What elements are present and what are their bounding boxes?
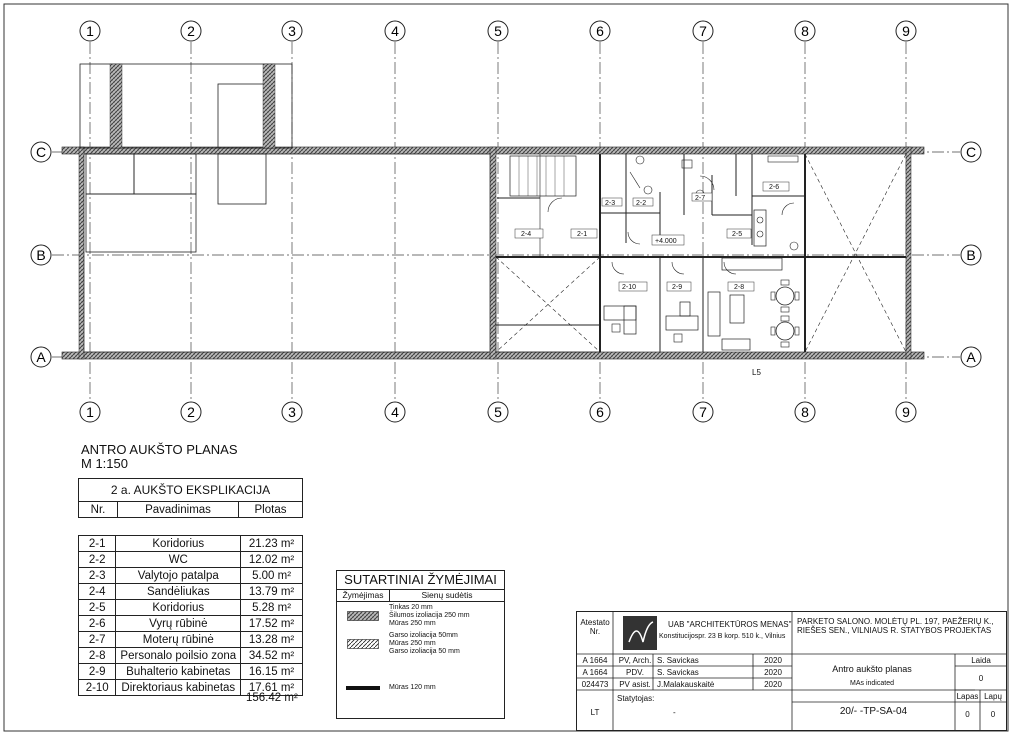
stamp-person-att: A 1664 [582,668,608,677]
company-logo [623,616,657,650]
explication-cell-area: 21.23 m² [241,536,303,552]
explication-rows-table [78,535,303,696]
stamp-atestato: Atestato Nr. [580,618,610,636]
stamp-lang: LT [590,708,600,717]
explication-cell-name: Sandėliukas [116,584,241,600]
stamp-project: PARKETO SALONO. MOLĖTŲ PL. 197, PAEŽERIŲ K., RIEŠES SEN., VILNIAUS R. STATYBOS PROJEKTAS [797,617,994,635]
axis-col-6-top: 6 [596,23,604,39]
stamp-person-role: PV asist. [619,680,651,689]
stamp-person-year: 2020 [764,668,782,677]
axis-col-3-bottom: 3 [288,404,296,420]
explication-cell-name: Direktoriaus kabinetas [116,680,241,696]
title-stamp [576,611,1007,731]
explication-cell-name: WC [116,552,241,568]
explication-cell-area: 13.28 m² [241,632,303,648]
legend-items [337,602,504,718]
room-label-2-9: 2-9 [672,284,683,291]
stamp-person-role: PV, Arch. [618,656,652,665]
explication-row [79,664,303,680]
header-name: Pavadinimas [118,502,239,518]
left-wing-outline [80,64,490,352]
explication-cell-name: Koridorius [116,600,241,616]
explication-row [79,600,303,616]
axis-col-7-top: 7 [699,23,707,39]
legend-text-line: Garso izoliacija 50 mm [389,648,460,655]
axis-col-3-top: 3 [288,23,296,39]
explication-row [79,648,303,664]
legend-item [337,630,504,658]
axis-row-C-left: C [35,144,47,160]
stamp-code: 20/- -TP-SA-04 [839,706,908,717]
section-label: L5 [752,368,761,377]
stamp-laida-value: 0 [978,674,984,683]
explication-row [79,616,303,632]
stamp-company: UAB "ARCHITEKTŪROS MENAS" [668,620,792,629]
explication-body [79,536,303,696]
explication-cell-nr: 2-6 [79,616,116,632]
explication-cell-nr: 2-3 [79,568,116,584]
explication-cell-name: Moterų rūbinė [116,632,241,648]
stamp-lapu-label: Lapų [984,692,1002,701]
room-label-2-5: 2-5 [732,231,743,238]
explication-cell-nr: 2-1 [79,536,116,552]
stamp-lapas-label: Lapas [956,692,979,701]
legend-title: SUTARTINIAI ŽYMĖJIMAI [337,571,504,590]
explication-cell-nr: 2-8 [79,648,116,664]
stamp-scale-note: MAs indicated [850,680,894,687]
legend-text-line: Mūras 250 mm [389,620,436,627]
stamp-sheet-title: Antro aukšto planas [832,664,912,674]
explication-title: 2 a. AUKŠTO EKSPLIKACIJA [79,479,303,502]
axis-col-5-bottom: 5 [494,404,502,420]
explication-cell-area: 16.15 m² [241,664,303,680]
legend-text-line: Šilumos izoliacija 250 mm [389,612,470,619]
plan-scale: M 1:150 [81,456,128,471]
explication-cell-name: Personalo poilsio zona [116,648,241,664]
stamp-person-name: S. Savickas [657,656,699,665]
explication-row [79,632,303,648]
axis-col-8-bottom: 8 [801,404,809,420]
stamp-person-name: J.Malakauskaitė [657,680,715,689]
room-label-2-7: 2-7 [695,195,706,202]
plan-title: ANTRO AUKŠTO PLANAS [81,442,238,457]
rooms-layout [496,154,906,352]
stamp-person-role: PDV. [626,668,644,677]
stamp-dash: - [673,708,676,717]
legend-col-symbol: Žymėjimas [337,590,390,601]
legend-symbol [337,611,389,621]
stamp-person-year: 2020 [764,656,782,665]
stamp-lapu-value: 0 [990,710,996,719]
explication-cell-area: 5.28 m² [241,600,303,616]
legend-text-line: Mūras 250 mm [389,640,436,647]
explication-cell-area: 5.00 m² [241,568,303,584]
room-label-2-2: 2-2 [636,200,647,207]
legend-symbol [337,639,389,649]
explication-header-table [78,478,303,518]
header-area: Plotas [239,502,303,518]
stamp-statytojas: Statytojas: [617,694,655,703]
explication-cell-name: Koridorius [116,536,241,552]
room-labels [515,182,789,377]
explication-cell-name: Vyrų rūbinė [116,616,241,632]
axis-col-4-top: 4 [391,23,399,39]
stamp-person-year: 2020 [764,680,782,689]
axis-col-1-top: 1 [86,23,94,39]
explication-cell-nr: 2-5 [79,600,116,616]
axis-lines [52,42,960,402]
axis-col-2-bottom: 2 [187,404,195,420]
explication-cell-name: Valytojo patalpa [116,568,241,584]
explication-cell-nr: 2-9 [79,664,116,680]
explication-cell-area: 17.61 m² [241,680,303,696]
axis-col-5-top: 5 [494,23,502,39]
explication-total: 156.42 m² [246,692,298,704]
explication-cell-area: 13.79 m² [241,584,303,600]
header-nr: Nr. [79,502,118,518]
axis-bubbles [31,21,981,422]
room-label-2-3: 2-3 [605,200,616,207]
explication-row [79,584,303,600]
axis-col-1-bottom: 1 [86,404,94,420]
axis-row-B-left: B [36,247,46,263]
axis-col-9-top: 9 [902,23,910,39]
level-mark: +4.000 [655,238,677,245]
explication-cell-name: Buhalterio kabinetas [116,664,241,680]
axis-row-A-left: A [36,349,46,365]
explication-cell-nr: 2-4 [79,584,116,600]
explication-row [79,536,303,552]
axis-col-8-top: 8 [801,23,809,39]
legend-text-line: Garso izoliacija 50mm [389,632,458,639]
room-label-2-4: 2-4 [521,231,532,238]
stamp-lapas-value: 0 [965,710,970,719]
axis-col-6-bottom: 6 [596,404,604,420]
axis-col-4-bottom: 4 [391,404,399,420]
legend-item [337,602,504,630]
explication-row [79,568,303,584]
explication-cell-area: 12.02 m² [241,552,303,568]
legend-text-line: Tinkas 20 mm [389,604,433,611]
legend-col-composition: Sienų sudėtis [421,590,473,600]
room-label-2-8: 2-8 [734,284,745,291]
axis-col-9-bottom: 9 [902,404,910,420]
legend-symbol [337,686,389,690]
legend-text-line: Mūras 120 mm [389,684,436,691]
room-label-2-1: 2-1 [577,231,588,238]
stamp-laida-label: Laida [971,656,991,665]
explication-cell-area: 17.52 m² [241,616,303,632]
axis-col-7-bottom: 7 [699,404,707,420]
explication-row [79,552,303,568]
explication-cell-nr: 2-2 [79,552,116,568]
axis-row-C-right: C [965,144,977,160]
legend-item [337,658,504,718]
legend-box [336,570,505,719]
explication-cell-nr: 2-10 [79,680,116,696]
explication-cell-nr: 2-7 [79,632,116,648]
explication-cell-area: 34.52 m² [241,648,303,664]
stamp-person-att: A 1664 [582,656,608,665]
stamp-person-att: 024473 [581,680,609,689]
axis-col-2-top: 2 [187,23,195,39]
room-label-2-6: 2-6 [769,184,780,191]
axis-row-B-right: B [966,247,976,263]
plan-title-block [81,443,238,471]
stamp-address: Konstitucijospr. 23 B korp. 510 k., Vilnius [659,633,786,640]
stamp-person-name: S. Savickas [657,668,699,677]
axis-row-A-right: A [966,349,976,365]
room-label-2-10: 2-10 [622,284,637,291]
